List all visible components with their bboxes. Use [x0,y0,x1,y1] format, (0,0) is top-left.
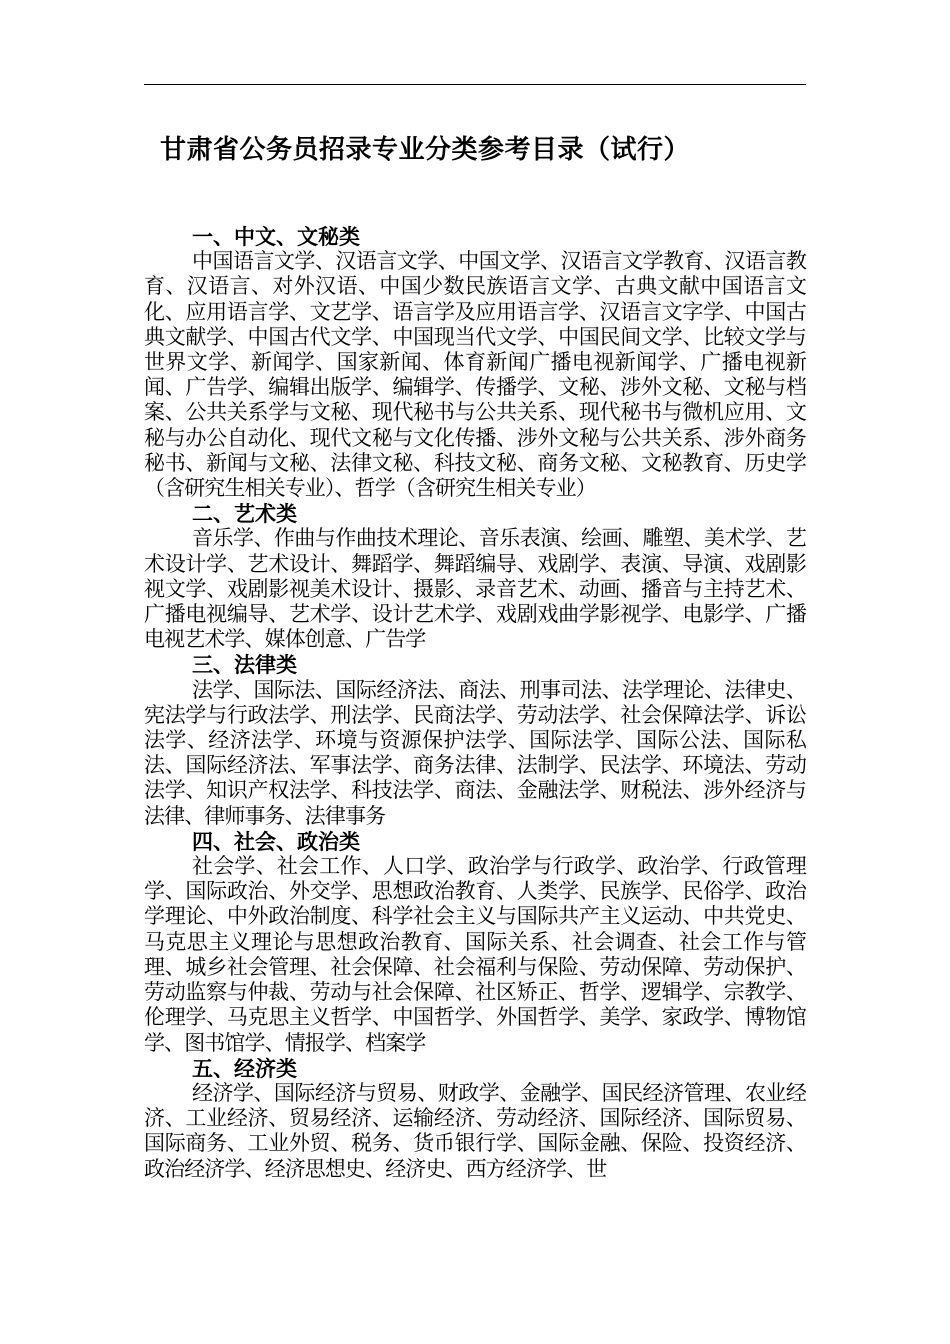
section-heading: 五、经济类 [192,1055,297,1081]
section-body: 中国语言文学、汉语言文学、中国文学、汉语言文学教育、汉语言教育、汉语言、对外汉语、中国少数民族语言文学、古典文献中国语言文化、应用语言学、文艺学、语言学及应用语言学、汉语言文字学、中国古典文献学、中国古代文学、中国现当代文学、中国民间文学、比较文学与世界文学、新闻学、国家新闻、体育新闻广播电视新闻学、广播电视新闻、广告学、编辑出版学、编辑学、传播学、文秘、涉外文秘、文秘与档案、公共关系学与文秘、现代秘书与公共关系、现代秘书与微机应用、文秘与办公自动化、现代文秘与文化传播、涉外文秘与公共关系、涉外商务秘书、新闻与文秘、法律文秘、科技文秘、商务文秘、文秘教育、历史学（含研究生相关专业）、哲学（含研究生相关专业） [144,249,806,501]
section-social-political [144,829,806,1056]
section-body: 法学、国际法、国际经济法、商法、刑事司法、法学理论、法律史、宪法学与行政法学、刑法学、民商法学、劳动法学、社会保障法学、诉讼法学、经济法学、环境与资源保护法学、国际法学、国际公法、国际私法、国际经济法、军事法学、商务法律、法制学、民法学、环境法、劳动法学、知识产权法学、科技法学、商法、金融法学、财税法、涉外经济与法律、律师事务、法律事务 [144,677,806,828]
section-body: 经济学、国际经济与贸易、财政学、金融学、国民经济管理、农业经济、工业经济、贸易经济、运输经济、劳动经济、国际经济、国际贸易、国际商务、工业外贸、税务、货币银行学、国际金融、保险、投资经济、政治经济学、经济思想史、经济史、西方经济学、世 [144,1080,806,1181]
section-body: 社会学、社会工作、人口学、政治学与行政学、政治学、行政管理学、国际政治、外交学、思想政治教育、人类学、民族学、民俗学、政治学理论、中外政治制度、科学社会主义与国际共产主义运动、中共党史、马克思主义理论与思想政治教育、国际关系、社会调查、社会工作与管理、城乡社会管理、社会保障、社会福利与保险、劳动保障、劳动保护、劳动监察与仲裁、劳动与社会保障、社区矫正、哲学、逻辑学、宗教学、伦理学、马克思主义哲学、中国哲学、外国哲学、美学、家政学、博物馆学、图书馆学、情报学、档案学 [144,854,806,1055]
section-arts [144,501,806,652]
section-heading: 三、法律类 [192,652,297,678]
document-content [144,224,806,1182]
section-economics [144,1056,806,1182]
section-heading: 一、中文、文秘类 [192,224,360,249]
section-law [144,652,806,828]
section-body: 音乐学、作曲与作曲技术理论、音乐表演、绘画、雕塑、美术学、艺术设计学、艺术设计、舞蹈学、舞蹈编导、戏剧学、表演、导演、戏剧影视文学、戏剧影视美术设计、摄影、录音艺术、动画、播音与主持艺术、广播电视编导、艺术学、设计艺术学、戏剧戏曲学影视学、电影学、广播电视艺术学、媒体创意、广告学 [144,526,806,652]
section-chinese-secretarial [144,224,806,501]
section-heading: 四、社会、政治类 [192,828,360,854]
section-heading: 二、艺术类 [192,501,297,527]
header-rule [144,84,806,85]
document-title: 甘肃省公务员招录专业分类参考目录（试行） [160,135,691,165]
